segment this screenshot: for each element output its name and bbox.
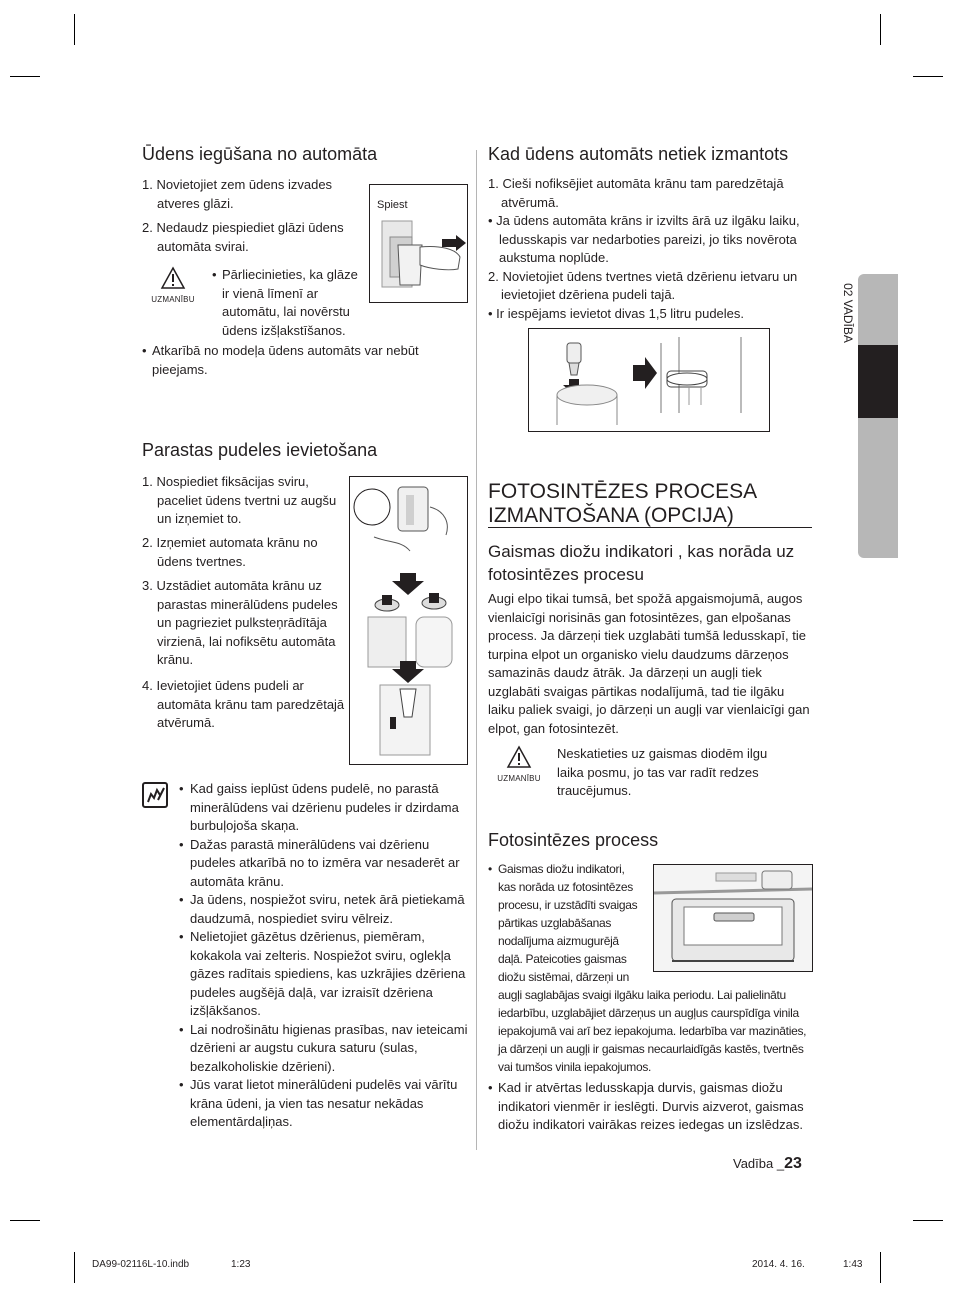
led-paragraph: Augi elpo tikai tumsā, bet spožā apgaismojumā, augos vienlaicīgi norisinās gan fotosintēzes, gan elpošanas process. Ja dārzeņi tiek uzglabāti tumšā ledusskapī, tie turpina elpot un organisko vielu daudzums dārzeņos samazinās daudz ātrāk. Ja dārzeņi un augļi tiek uzglabāti svaigas pārtikas nodalījumā, tad tie ilgāku laiku paliek svaigi, jo dārzeņi un augļi var vienlaicīgi gan elpot, gan fotosintezēt. [488, 591, 810, 736]
drink-rack-illustration [529, 329, 769, 431]
step-2: 2. Nedaudz piespiediet glāzi ūdens automāta svirai. [142, 220, 344, 254]
bottle-insert-figure [349, 476, 468, 765]
note-item: • Kad gaiss ieplūst ūdens pudelē, no parastā minerālūdens vai dzērienu pudeles ir dzirdama burbuļojoša skaņa. [179, 781, 459, 833]
unused-item: 2. Novietojiet ūdens tvertnes vietā dzērienu ietvaru un ievietojiet dzēriena pudeli tajā. [488, 268, 798, 302]
notes-list [179, 780, 469, 1132]
note-item: • Lai nodrošinātu higienas prasības, nav ieteicami dzērieni ar augstu cukura saturu (sulas, bezalkoholiskie dzērieni). [179, 1021, 468, 1074]
note-item: • Jūs varat lietot minerālūdeni pudelēs vai vārītu krāna ūdeni, ja vien tas nesatur nekādas elementārdaļiņas. [179, 1077, 458, 1129]
note-item: • Dažas parastā minerālūdens vai dzērienu pudeles atkarībā no to izmēra var nesaderēt ar automāta krānu. [179, 836, 460, 889]
caution-label: UZMANĪBU [151, 295, 195, 304]
note-icon [142, 782, 168, 808]
glass-press-illustration [370, 185, 467, 302]
column-divider [476, 150, 477, 1150]
photosynthesis-bullet-1: • Gaismas diožu indikatori, kas norāda uz fotosintēzes procesu, ir uzstādīti svaigas pārtikas uzglabāšanas nodalījuma aizmugurējā daļā. Pateicoties gaismas diožu sistēmai, dārzeņi un augļi saglabājas svaigi ilgāku laika periodu. Lai palielinātu iedarbību, uzglabājiet dārzeņus un augļus caurspīdīga vinila iepakojumā vai arī bez iepakojuma. Iedarbība var mazināties, ja dārzeņi un augļi ir gaismas necaurlaidīgās kastēs, tvertnēs vai tumšos vinila iepakojumos. [488, 862, 807, 1074]
led-caution-block [488, 745, 550, 783]
main-heading: FOTOSINTĒZES PROCESA IZMANTOŠANA (OPCIJA) [488, 480, 756, 527]
bottle-steps-illustration [350, 477, 467, 764]
section-title-bottle: Parastas pudeles ievietošana [142, 440, 378, 460]
led-caution-text: Neskatieties uz gaismas diodēm ilgu laika posmu, jo tas var radīt redzes traucējumus. [557, 746, 768, 798]
warning-icon [160, 266, 186, 290]
unused-item: • Ja ūdens automāta krāns ir izvilts ārā uz ilgāku laiku, ledusskapis var nedarboties pareizi, jo tiks novērota aukstuma noplūde. [488, 213, 800, 265]
bottle-step-1: 1. Nospiediet fiksācijas sviru, paceliet ūdens tvertni uz augšu un izņemiet to. [142, 474, 337, 526]
caution-text: • Pārliecinieties, ka glāze ir vienā līmenī ar automātu, lai novērstu ūdens izšļakstīšanos. [212, 267, 358, 338]
pencil-note-icon [144, 784, 166, 806]
section-title-photosynthesis: Fotosintēzes process [488, 830, 659, 850]
caution-label: UZMANĪBU [497, 774, 541, 783]
page-number: 23 [784, 1155, 802, 1172]
slug-time: 1:43 [843, 1259, 863, 1270]
page-footer [733, 1155, 802, 1173]
side-tab-active [858, 345, 898, 418]
unused-list [488, 175, 813, 323]
drink-rack-figure [528, 328, 770, 432]
figure-label-press: Spiest [377, 199, 408, 211]
bottle-step-4: 4. Ievietojiet ūdens pudeli ar automāta krānu tam paredzētajā atvērumā. [142, 678, 345, 730]
slug-date: 2014. 4. 16. [752, 1259, 805, 1270]
caution-block [142, 266, 204, 304]
warning-icon [506, 745, 532, 769]
side-tab-label: 02 VADĪBA [841, 283, 855, 343]
led-subtitle: Gaismas diožu indikatori , kas norāda uz fotosintēzes procesu [488, 542, 795, 584]
step-1: 1. Novietojiet zem ūdens izvades atveres glāzi. [142, 177, 333, 211]
dispenser-figure [369, 184, 468, 303]
note-item: • Ja ūdens, nospiežot sviru, netek ārā pietiekamā daudzumā, nospiediet sviru vēlreiz. [179, 892, 465, 926]
slug-page: 1:23 [231, 1259, 251, 1270]
unused-item: 1. Cieši nofiksējiet automāta krānu tam paredzētajā atvērumā. [488, 176, 784, 210]
note-availability: • Atkarībā no modeļa ūdens automāts var nebūt pieejams. [142, 343, 419, 377]
bottle-step-2: 2. Izņemiet automata krānu no ūdens tvertnes. [142, 535, 318, 569]
unused-item: • Ir iespējams ievietot divas 1,5 litru pudeles. [488, 305, 745, 321]
heading-rule [488, 527, 812, 528]
note-item: • Nelietojiet gāzētus dzērienus, piemēram, kokakola vai zelteris. Nospiežot sviru, oglekļa gāzes radītais spiediens, kas uzkrājies dzēriena pudeles augšējā daļā, var izraisīt dzēriena izšļākšanos. [179, 929, 466, 1018]
section-title-water: Ūdens iegūšana no automāta [142, 144, 378, 164]
footer-section: Vadība _ [733, 1156, 785, 1171]
slug-file: DA99-02116L-10.indb [92, 1259, 190, 1270]
bottle-step-3: 3. Uzstādiet automāta krānu uz parastas minerālūdens pudeles un pagrieziet pulksteņrādītāja virzienā, lai nofiksētu automāta krānu. [142, 578, 338, 667]
photosynthesis-bullet-2: • Kad ir atvērtas ledusskapja durvis, gaismas diožu indikatori vienmēr ir ieslēgti. Durvis aizverot, gaismas diožu indikatori vairākas reizes iedegas un izslēdzas. [488, 1080, 804, 1132]
section-title-unused: Kad ūdens automāts netiek izmantots [488, 144, 789, 164]
